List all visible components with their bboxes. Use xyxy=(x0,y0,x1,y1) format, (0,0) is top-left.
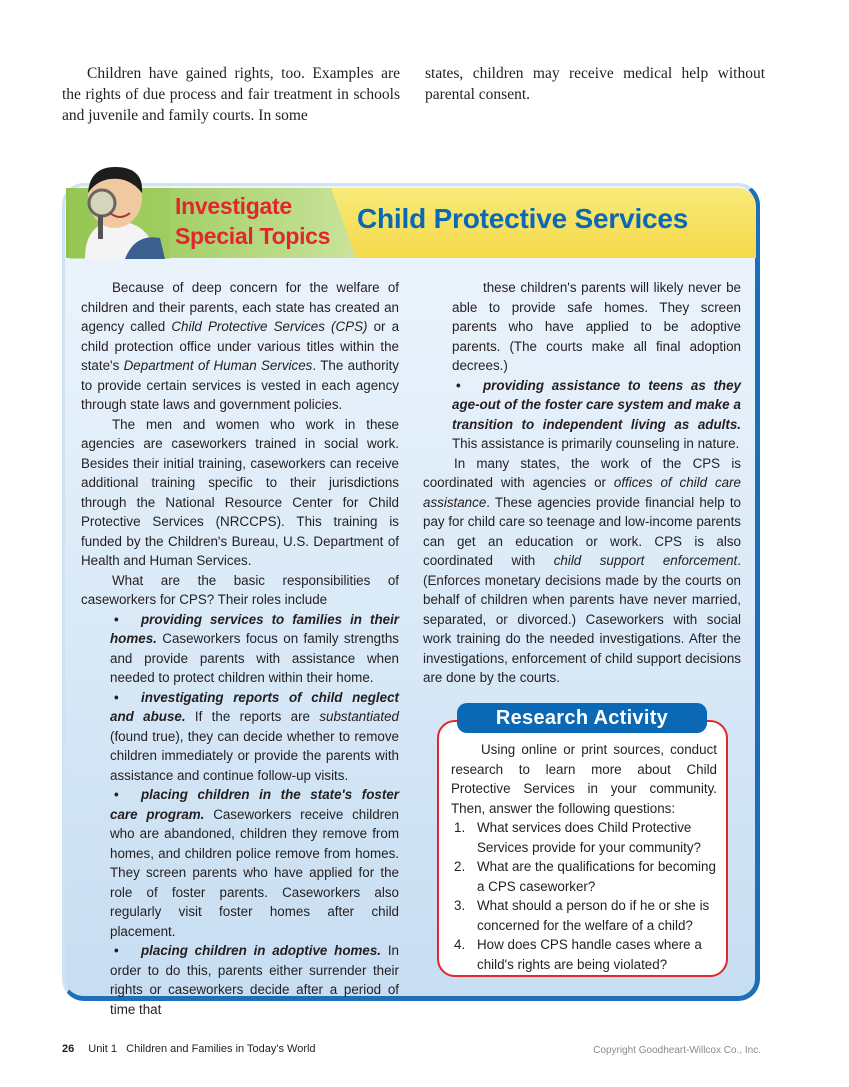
text-run: . The authority to provide certain services is vested in each agency through state laws and government policies. xyxy=(81,358,399,412)
text-run: or a child protection office under various titles within the state's xyxy=(81,319,400,373)
investigate-special-topics-label xyxy=(175,191,330,251)
text-run: This assistance is primarily counseling in nature. xyxy=(452,436,740,451)
text-run: If the reports are xyxy=(185,709,320,724)
bullet-item xyxy=(81,610,399,688)
bullet-item xyxy=(423,376,741,454)
bold-term: placing children in adoptive homes. xyxy=(141,943,382,958)
text-run: In order to do this, parents either surrender their rights or caseworkers decide after a period of time that xyxy=(110,943,400,1017)
question-text: What services does Child Protective Services provide for your community? xyxy=(477,820,702,855)
text-run: . (Enforces monetary decisions made by the courts on behalf of children when parents have never married, separated, or divorced.) Caseworkers with social work training do the needed investigations. After the investigations, enforcement of child support decisions are done by the courts. xyxy=(423,553,742,685)
research-question xyxy=(451,896,717,935)
paragraph xyxy=(81,415,399,571)
question-number: 3. xyxy=(454,898,466,913)
bold-term: investigating reports of child neglect and abuse. xyxy=(110,689,399,724)
text-run: In many states, the work of the CPS is coordinated with agencies or xyxy=(423,455,741,490)
italic-term: child support enforcement xyxy=(553,553,738,568)
intro-paragraph-continued: states, children may receive medical help without parental consent. xyxy=(425,65,765,103)
label-line-2: Special Topics xyxy=(175,223,331,249)
paragraph xyxy=(81,278,399,415)
bullet-item xyxy=(81,941,399,1019)
research-question xyxy=(451,935,717,974)
bold-term: providing services to families in their homes. xyxy=(110,611,399,646)
question-number: 4. xyxy=(454,937,466,952)
question-number: 2. xyxy=(454,859,466,874)
bullet-icon: • xyxy=(114,689,119,705)
research-question xyxy=(451,818,717,857)
research-activity-title: Research Activity xyxy=(457,703,707,733)
italic-term: offices of child care assistance xyxy=(423,475,742,510)
research-activity-intro: Using online or print sources, conduct research to learn more about Child Protective Services in your community. Then, answer the following questions: xyxy=(451,742,717,816)
bullet-icon: • xyxy=(114,611,119,627)
paragraph xyxy=(81,571,399,610)
intro-right-column xyxy=(425,63,765,105)
bullet-icon: • xyxy=(456,377,461,393)
text-run: Caseworkers receive children who are abandoned, children they remove from homes, and children police remove from homes. They screen parents who have applied for the role of foster parents. Caseworkers also regularly visit foster homes after child placement. xyxy=(110,806,399,939)
feature-right-column xyxy=(423,278,741,688)
bold-term: placing children in the state's foster care program. xyxy=(110,787,399,822)
text-run: . These agencies provide financial help to pay for child care so teenage and low-income parents can get an education or work. CPS is also coordinated with xyxy=(423,494,741,568)
research-question xyxy=(451,857,717,896)
text-run: What are the basic responsibilities of caseworkers for CPS? Their roles include xyxy=(81,572,399,607)
copyright-notice: Copyright Goodheart-Willcox Co., Inc. xyxy=(593,1045,761,1056)
question-text: What are the qualifications for becoming a CPS caseworker? xyxy=(477,859,716,894)
research-questions-list xyxy=(451,818,717,974)
italic-term: Child Protective Services (CPS) xyxy=(171,319,368,334)
bullet-item xyxy=(81,785,399,941)
bullet-icon: • xyxy=(114,943,119,958)
label-line-1: Investigate xyxy=(175,193,292,219)
page-footer-left xyxy=(62,1043,316,1055)
page-number: 26 xyxy=(62,1043,75,1055)
child-with-magnifier-photo xyxy=(70,163,170,259)
italic-term: Department of Human Services xyxy=(123,358,313,373)
paragraph xyxy=(423,454,741,688)
research-activity-body xyxy=(451,740,717,974)
question-text: How does CPS handle cases where a child's rights are being violated? xyxy=(477,937,702,972)
question-number: 1. xyxy=(454,820,466,835)
bold-term: providing assistance to teens as they age-out of the foster care system and make a transition to independent living as adults. xyxy=(452,377,741,432)
bullet-continuation xyxy=(423,278,741,376)
unit-title: Unit 1 Children and Families in Today's World xyxy=(88,1043,316,1055)
feature-title: Child Protective Services xyxy=(357,203,689,234)
text-run: these children's parents will likely never be able to provide safe homes. They screen parents who have applied to be adoptive parents. (The courts make all final adoption decrees.) xyxy=(452,280,741,373)
text-run: The men and women who work in these agencies are caseworkers trained in social work. Besides their initial training, caseworkers can receive additional training specific to their jurisdictions through the National Resource Center for Child Protective Services (NRCCPS). This training is funded by the Children's Bureau, U.S. Department of Health and Human Services. xyxy=(81,416,399,568)
intro-left-column xyxy=(62,63,400,126)
intro-paragraph: Children have gained rights, too. Examples are the rights of due process and fair treatment in schools and juvenile and family courts. In some xyxy=(62,65,400,124)
italic-term: substantiated xyxy=(319,709,399,724)
text-run: (found true), they can decide whether to remove children immediately or provide the parents with assistance and continue follow-up visits. xyxy=(110,728,399,783)
bullet-icon: • xyxy=(114,787,119,802)
bullet-item xyxy=(81,688,399,786)
text-run: Caseworkers focus on family strengths and provide parents with assistance when needed to protect children within their home. xyxy=(110,631,399,685)
text-run: Because of deep concern for the welfare of children and their parents, each state has created an agency called xyxy=(81,280,399,334)
question-text: What should a person do if he or she is concerned for the welfare of a child? xyxy=(477,898,710,933)
feature-left-column xyxy=(81,278,399,1019)
